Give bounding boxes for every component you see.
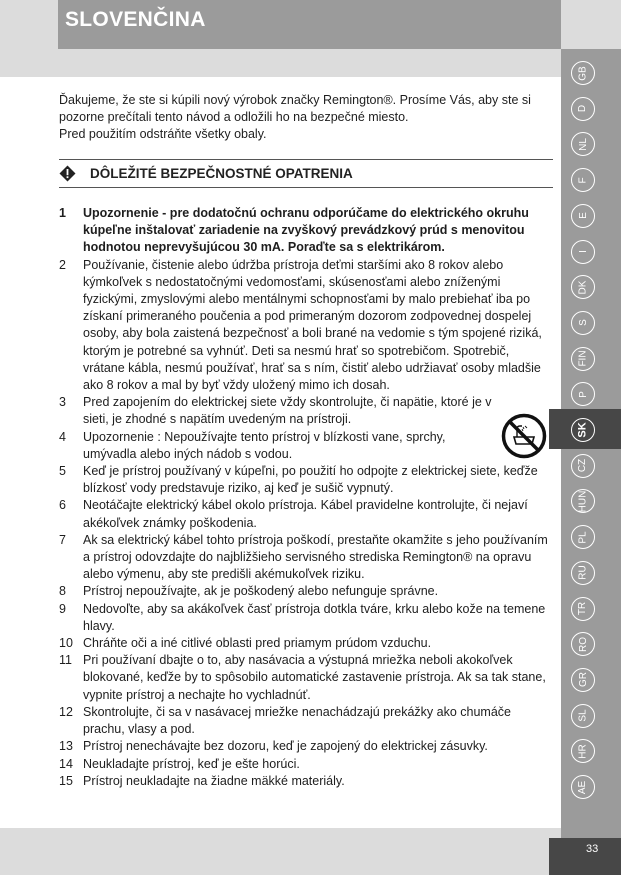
language-tab-tr[interactable]: [571, 597, 595, 621]
page-number-box: [549, 838, 621, 875]
language-tab-label: P: [577, 390, 589, 398]
list-item-text: Prístroj neukladajte na žiadne mäkké materiály.: [83, 773, 345, 788]
language-tab-label: DK: [577, 280, 589, 295]
language-tab-ro[interactable]: [571, 632, 595, 656]
language-tab-label: HUN: [577, 490, 589, 513]
language-tab-sk[interactable]: [571, 418, 595, 442]
list-item-number: 1: [59, 206, 66, 220]
list-item-text: Prístroj nepoužívajte, ak je poškodený alebo nefunguje správne.: [83, 584, 439, 599]
language-tab-e[interactable]: [571, 204, 595, 228]
language-tab-s[interactable]: [571, 311, 595, 335]
language-tab-label: GR: [577, 672, 589, 688]
language-tab-label: PL: [577, 530, 589, 544]
list-item: [59, 583, 553, 600]
language-tab-gr[interactable]: [571, 668, 595, 692]
exclamation-diamond-icon: [59, 165, 76, 182]
divider: [59, 187, 553, 188]
list-item: [59, 497, 553, 531]
language-tab-nl[interactable]: [571, 132, 595, 156]
language-tab-p[interactable]: [571, 382, 595, 406]
language-tab-hr[interactable]: [571, 739, 595, 763]
language-tab-fin[interactable]: [571, 347, 595, 371]
language-tab-label: F: [577, 177, 589, 184]
list-item: [59, 394, 553, 428]
list-item-number: 3: [59, 395, 66, 410]
list-item-text: Nedovoľte, aby sa akákoľvek časť prístroja dotkla tváre, krku alebo kože na temene hlavy.: [83, 601, 546, 633]
list-item-text: Neukladajte prístroj, keď je ešte horúci.: [83, 756, 300, 771]
section-heading: DÔLEŽITÉ BEZPEČNOSTNÉ OPATRENIA: [90, 166, 353, 181]
list-item-text: Pred zapojením do elektrickej siete vždy skontrolujte, či napätie, ktoré je v sieti, je zhodné s napätím uvedeným na prístroji.: [83, 395, 492, 427]
language-tab-dk[interactable]: [571, 275, 595, 299]
language-tab-label: I: [577, 250, 589, 253]
language-tab-label: SL: [577, 709, 589, 722]
list-item-text: Upozornenie : Nepoužívajte tento prístroj v blízkosti vane, sprchy, umývadla alebo iných nádob s vodou.: [83, 429, 446, 461]
list-item-number: 6: [59, 498, 66, 513]
language-tab-label: HR: [577, 744, 589, 759]
language-tab-label: NL: [577, 137, 589, 151]
list-item: [59, 257, 553, 395]
intro-paragraph: Ďakujeme, že ste si kúpili nový výrobok značky Remington®. Prosíme Vás, aby ste si pozorne prečítali tento návod a odložili ho na bezpečné miesto.: [59, 93, 531, 124]
language-tab-label: D: [577, 105, 589, 113]
list-item-number: 4: [59, 429, 66, 444]
language-tab-cz[interactable]: [571, 454, 595, 478]
list-item: [59, 738, 553, 755]
list-item-number: 7: [59, 532, 66, 547]
list-item-number: 5: [59, 464, 66, 479]
language-tab-label: AE: [577, 780, 589, 794]
language-tabs: [567, 61, 601, 821]
language-tab-d[interactable]: [571, 97, 595, 121]
language-tab-label: E: [577, 212, 589, 220]
language-tab-ru[interactable]: [571, 561, 595, 585]
list-item: [59, 704, 553, 738]
list-item-text: Ak sa elektrický kábel tohto prístroja poškodí, prestaňte okamžite s jeho používaním a prístroj odovzdajte do najbližšieho servisného strediska Remington® na opravu alebo výmenu, aby ste predišli akémukoľvek riziku.: [83, 532, 548, 582]
language-tab-label: RO: [577, 636, 589, 652]
language-tab-sl[interactable]: [571, 704, 595, 728]
list-item-text: Neotáčajte elektrický kábel okolo prístroja. Kábel pravidelne kontrolujte, či nejaví akékoľvek známky poškodenia.: [83, 498, 528, 530]
list-item: [59, 773, 553, 790]
list-item-number: 15: [59, 773, 73, 788]
safety-list: [59, 205, 553, 790]
list-item: [59, 652, 553, 704]
list-item-number: 10: [59, 636, 73, 651]
language-tab-gb[interactable]: [571, 61, 595, 85]
list-item-number: 2: [59, 257, 66, 272]
page-title: SLOVENČINA: [65, 8, 206, 31]
no-bath-icon: [501, 413, 547, 459]
intro-text: [59, 92, 549, 143]
language-tab-label: CZ: [577, 459, 589, 473]
list-item-text: Pri používaní dbajte o to, aby nasávacia a výstupná mriežka neboli akokoľvek blokované, keďže by to spôsobilo automatické zastavenie prístroja. Ak sa tak stane, vypnite prístroj a nechajte ho vychladnúť.: [83, 653, 546, 702]
list-item: [59, 429, 553, 463]
list-item: [59, 532, 553, 584]
page-number: 33: [586, 843, 599, 855]
list-item: [59, 756, 553, 773]
list-item-text: Prístroj nenechávajte bez dozoru, keď je zapojený do elektrickej zásuvky.: [83, 739, 488, 754]
language-tab-label: SK: [577, 422, 589, 438]
language-tab-ae[interactable]: [571, 775, 595, 799]
language-tab-hun[interactable]: [571, 489, 595, 513]
language-tab-f[interactable]: [571, 168, 595, 192]
language-tab-label: FIN: [577, 350, 589, 367]
language-tab-pl[interactable]: [571, 525, 595, 549]
language-tab-label: S: [577, 319, 589, 327]
list-item-number: 8: [59, 584, 66, 599]
list-item: [59, 463, 553, 497]
list-item-text: Upozornenie - pre dodatočnú ochranu odporúčame do elektrického okruhu kúpeľne inštalovať zariadenie na zvyškový prevádzkový prúd s menovitou hodnotou neprevyšujúcou 30 mA. Poraďte sa s elektrikárom.: [83, 206, 529, 255]
list-item-text: Keď je prístroj používaný v kúpeľni, po použití ho odpojte z elektrickej siete, keďže blízkosť vody predstavuje riziko, aj keď je sušič vypnutý.: [83, 464, 538, 496]
divider: [59, 159, 553, 160]
list-item-number: 9: [59, 601, 66, 616]
language-tab-label: TR: [577, 601, 589, 616]
language-tab-label: GB: [577, 65, 589, 81]
list-item-number: 12: [59, 704, 73, 719]
list-item: [59, 635, 553, 652]
list-item-number: 11: [59, 653, 72, 668]
list-item-number: 13: [59, 739, 73, 754]
list-item-text: Chráňte oči a iné citlivé oblasti pred priamym prúdom vzduchu.: [83, 636, 432, 651]
list-item-text: Skontrolujte, či sa v nasávacej mriežke nenachádzajú prekážky ako chumáče prachu, vlasy a pod.: [83, 704, 511, 737]
intro-paragraph: Pred použitím odstráňte všetky obaly.: [59, 127, 267, 141]
language-tab-label: RU: [577, 565, 589, 581]
footer-band: [0, 828, 561, 875]
list-item-number: 14: [59, 756, 73, 771]
language-tab-i[interactable]: [571, 240, 595, 264]
list-item-text: Používanie, čistenie alebo údržba prístroja deťmi staršími ako 8 rokov alebo kýmkoľvek s nedostatočnými vedomosťami, skúsenosťami alebo zníženými fyzickými, zmyslovými alebo mentálnymi schopnosťami by malo prebiehať iba po získaní primeraného poučenia a pod primeraným dozorom zodpovednej dospelej osoby, aby bola zaistená bezpečnosť a boli brané na vedomie s tým spojené riziká, ktorým je potrebné sa vyhnúť. Deti sa nesmú hrať so spotrebičom. Spotrebič, vrátane kábla, nesmú používať, hrať sa s ním, čistiť alebo udržiavať osoby mladšie ako 8 rokov a mal by byť vždy uložený mimo ich dosah.: [83, 257, 542, 393]
list-item: [59, 205, 553, 257]
list-item: [59, 601, 553, 635]
